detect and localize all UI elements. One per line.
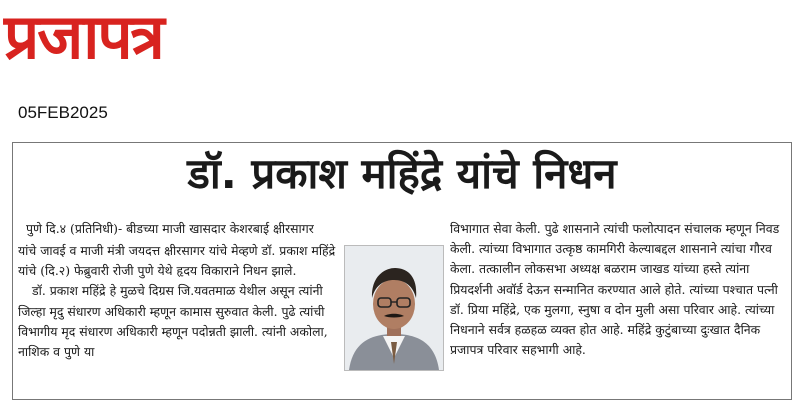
paragraph-1: यांचे जावई व माजी मंत्री जयदत्त क्षीरसागर यांचे मेव्हणे डॉ. प्रकाश महिंद्रे यांचे (दि.२) फेब्रुवारी रोजी पुणे येथे हृदय विकाराने निधन झाले. [18, 243, 336, 279]
masthead-logo: प्रजापत्र [4, 0, 163, 73]
article-column-left [18, 241, 346, 362]
article-dateline [26, 219, 386, 239]
edition-date: 05FEB2025 [18, 103, 108, 122]
portrait-photo [344, 245, 444, 371]
dateline-text: पुणे दि.४ (प्रतिनिधी)- बीडच्या माजी खासदार केशरबाई क्षीरसागर [26, 221, 314, 236]
article-headline: डॉ. प्रकाश महिंद्रे यांचे निधन [187, 149, 617, 198]
paragraph-2: डॉ. प्रकाश महिंद्रे हे मुळचे दिग्रस जि.यवतमाळ येथील असून त्यांनी जिल्हा मृदु संधारण अधिकारी म्हणून कामास सुरुवात केली. पुढे त्यांची विभागीय मृद संधारण अधिकारी म्हणून पदोन्नती झाली. त्यांनी अकोला, नाशिक व पुणे या [18, 283, 328, 360]
article-column-right [450, 219, 786, 360]
paragraph-3: विभागात सेवा केली. पुढे शासनाने त्यांची फलोत्पादन संचालक म्हणून निवड केली. त्यांच्या विभागात उत्कृष्ठ कामगिरी केल्याबद्दल शासनाने त्यांचा गौरव केला. तत्कालीन लोकसभा अध्यक्ष बळराम जाखड यांच्या हस्ते त्यांना प्रियदर्शनी अवॉर्ड देऊन सन्मानित करण्यात आले होते. त्यांच्या पश्चात पत्नी डॉ. प्रिया महिंद्रे, एक मुलगा, स्नुषा व दोन मुली असा परिवार आहे. त्यांच्या निधनाने सर्वत्र हळहळ व्यक्त होत आहे. महिंद्रे कुटुंबाच्या दुःखात दैनिक प्रजापत्र परिवार सहभागी आहे. [450, 221, 780, 358]
